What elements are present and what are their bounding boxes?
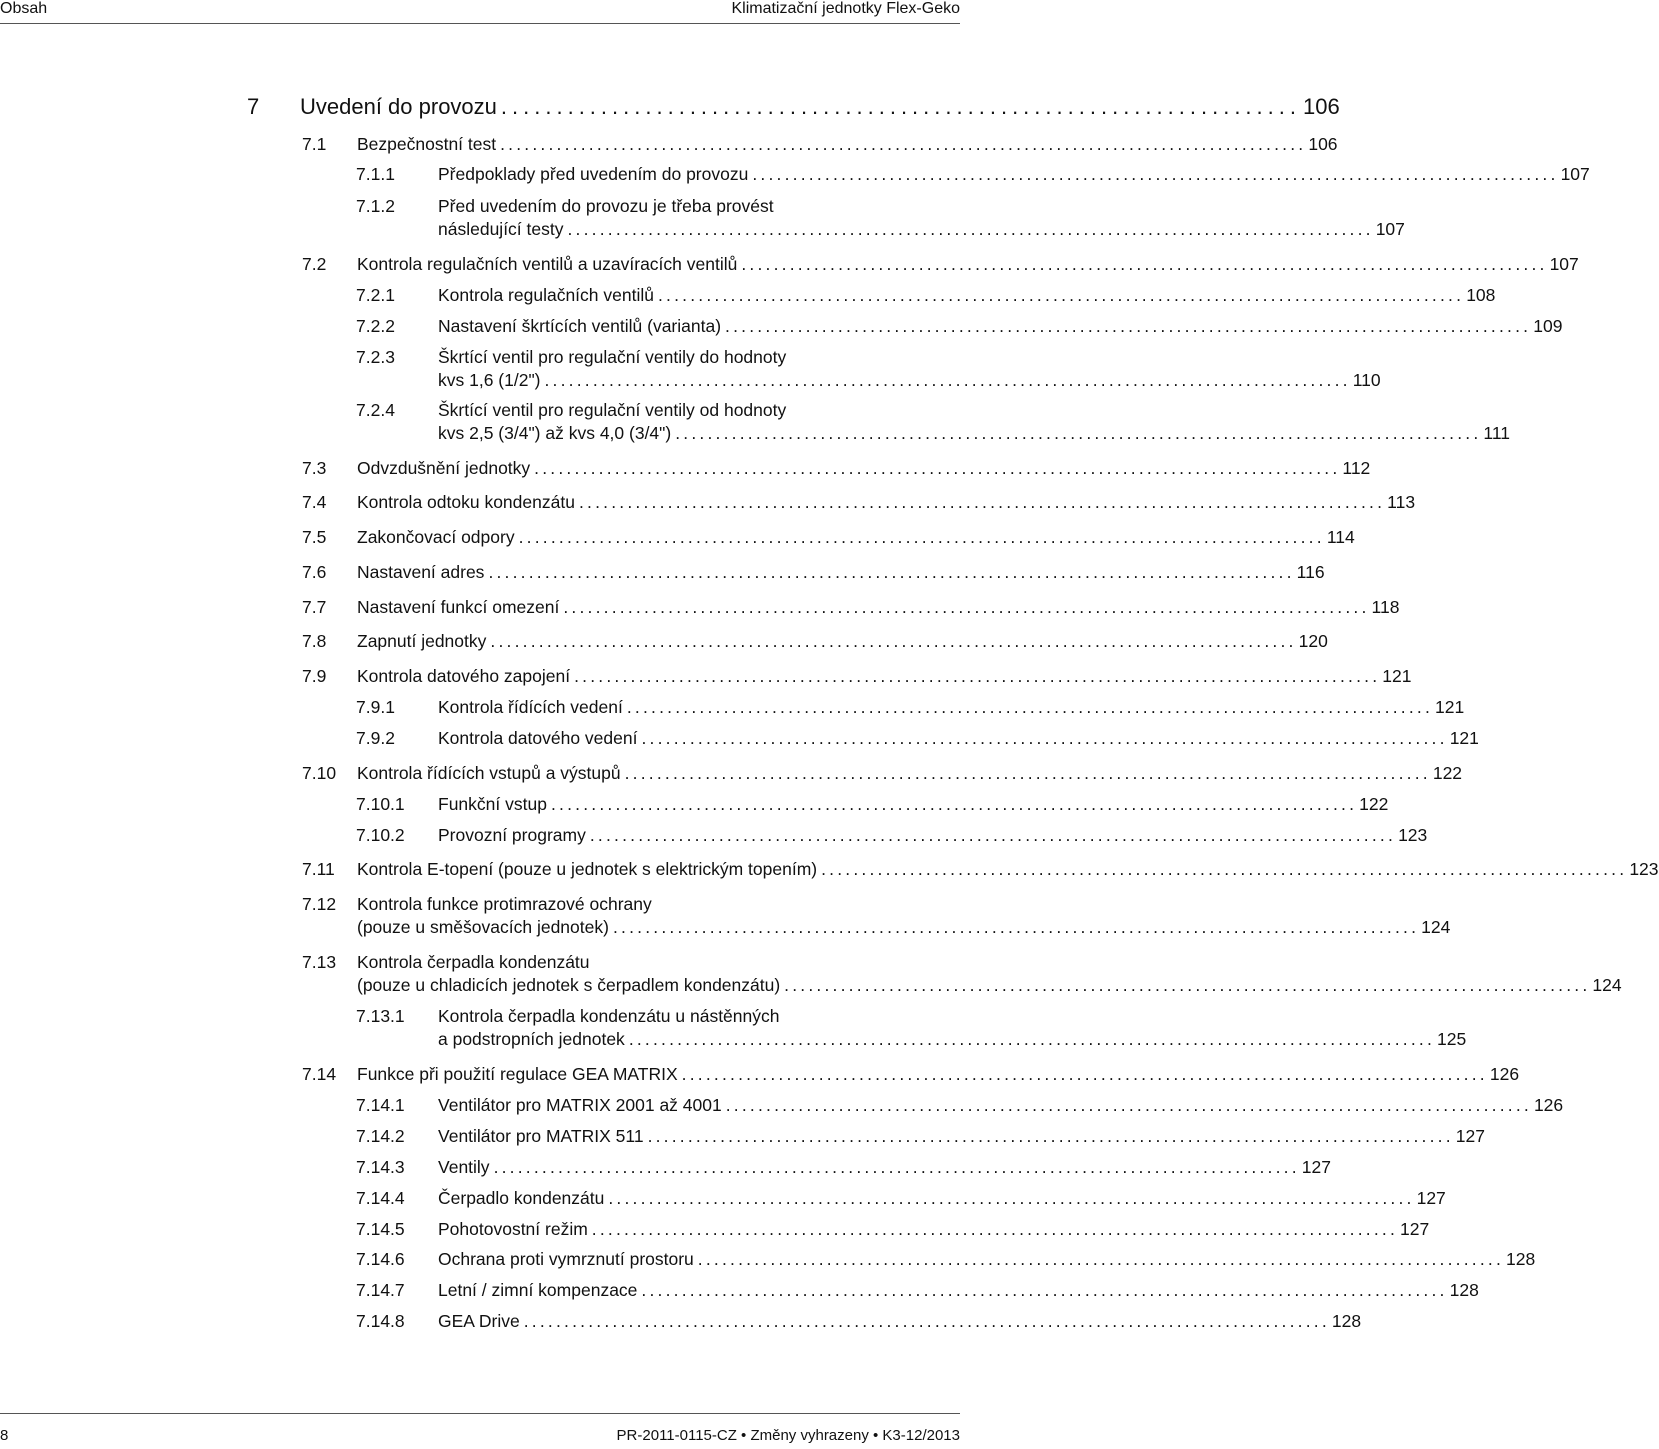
toc-num: 7.10 <box>302 763 337 783</box>
toc-entry[interactable] <box>302 253 1579 276</box>
toc-num: 7.14.5 <box>356 1219 405 1239</box>
footer-doc-info: PR-2011-0115-CZ • Změny vyhrazeny • K3-12/2013 <box>616 1427 960 1444</box>
toc-title: Kontrola regulačních ventilů a uzavíracích ventilů <box>357 254 738 274</box>
toc-leader: .................................................................................................... <box>681 1064 1488 1084</box>
toc-page: 125 <box>1437 1029 1467 1049</box>
toc-entry[interactable] <box>302 951 1622 997</box>
toc-leader: .................................................................................................... <box>534 458 1341 478</box>
toc-line <box>357 133 1338 156</box>
page-header <box>0 0 960 24</box>
toc-num: 7.1.2 <box>356 196 395 216</box>
toc-line <box>357 491 1416 514</box>
toc-page: 128 <box>1506 1249 1536 1269</box>
toc-chapter[interactable] <box>247 93 1340 121</box>
toc-title: Nastavení funkcí omezení <box>357 597 560 617</box>
toc-title: Funkce při použití regulace GEA MATRIX <box>357 1064 678 1084</box>
toc-title: Kontrola datového zapojení <box>357 666 571 686</box>
toc-num: 7.7 <box>302 597 327 617</box>
toc-leader: .................................................................................................... <box>821 859 1628 879</box>
toc-line <box>438 1094 1564 1117</box>
toc-leader: .................................................................................................... <box>490 631 1297 651</box>
toc-num: 7.14 <box>302 1064 337 1084</box>
toc-page: 126 <box>1489 1064 1520 1084</box>
toc-page: 120 <box>1298 631 1328 651</box>
toc-line <box>357 253 1579 276</box>
toc-entry[interactable] <box>356 1094 1564 1117</box>
toc-leader: .................................................................................................... <box>697 1249 1505 1269</box>
toc-num: 7.13 <box>302 952 337 972</box>
toc-entry[interactable] <box>356 1248 1536 1271</box>
toc-line <box>438 1310 1362 1333</box>
toc-leader: .................................................................................................... <box>563 597 1370 617</box>
header-rule <box>0 23 960 24</box>
page-footer <box>0 1413 960 1449</box>
toc-page: 121 <box>1382 666 1412 686</box>
toc-num: 7.9.1 <box>356 697 395 717</box>
toc-page: 108 <box>1466 285 1496 305</box>
toc-title: (pouze u chladicích jednotek s čerpadlem kondenzátu) <box>357 975 781 995</box>
toc-line <box>438 218 1405 241</box>
toc-entry[interactable] <box>356 346 1381 392</box>
toc-title: kvs 2,5 (3/4") až kvs 4,0 (3/4") <box>438 423 672 443</box>
toc-num: 7.14.7 <box>356 1280 405 1300</box>
toc-line <box>438 727 1479 750</box>
toc-title-line1: Kontrola čerpadla kondenzátu u nástěnných <box>438 1006 780 1026</box>
toc-title: kvs 1,6 (1/2") <box>438 370 541 390</box>
toc-line <box>438 1187 1446 1210</box>
toc-title: Kontrola odtoku kondenzátu <box>357 492 575 512</box>
toc-num: 7.2.4 <box>356 400 395 420</box>
toc-line <box>357 561 1325 584</box>
toc-title: Ventilátor pro MATRIX 511 <box>438 1126 644 1146</box>
toc-leader: .................................................................................................... <box>641 1280 1448 1300</box>
toc-title: Letní / zimní kompenzace <box>438 1280 638 1300</box>
toc-leader: .................................................................................................... <box>578 492 1386 512</box>
toc-title-line1: Kontrola funkce protimrazové ochrany <box>357 894 652 914</box>
toc-num: 7.5 <box>302 527 327 547</box>
toc-title: Ventilátor pro MATRIX 2001 až 4001 <box>438 1095 722 1115</box>
header-product: Klimatizační jednotky Flex-Geko <box>731 0 960 17</box>
toc-leader: .................................................................................................... <box>641 728 1448 748</box>
toc-entry[interactable] <box>356 1187 1446 1210</box>
toc-page: 111 <box>1483 423 1511 443</box>
toc-entry[interactable] <box>356 793 1389 816</box>
toc-title: (pouze u směšovacích jednotek) <box>357 917 609 937</box>
toc-line <box>357 630 1328 653</box>
toc-title: Uvedení do provozu <box>300 94 497 119</box>
toc-num: 7.9 <box>302 666 327 686</box>
toc-title-line1: Škrtící ventil pro regulační ventily do hodnoty <box>438 347 787 367</box>
toc-leader: .................................................................................................... <box>589 825 1397 845</box>
toc-leader: .................................................................................................... <box>725 1095 1532 1115</box>
toc-title: Čerpadlo kondenzátu <box>438 1188 605 1208</box>
toc-page: 106 <box>1308 134 1338 154</box>
toc-line <box>438 1218 1430 1241</box>
toc-line <box>438 422 1511 445</box>
toc-num: 7.2.1 <box>356 285 395 305</box>
toc-entry[interactable] <box>356 1005 1467 1051</box>
toc-entry[interactable] <box>356 1156 1331 1179</box>
toc-num: 7.14.8 <box>356 1311 405 1331</box>
toc-leader: .................................................................................................... <box>624 763 1431 783</box>
toc-line <box>438 1125 1485 1148</box>
toc-page: 121 <box>1449 728 1479 748</box>
toc-page: 122 <box>1359 794 1389 814</box>
toc-line <box>357 762 1463 785</box>
toc-leader: .................................................................................................... <box>567 219 1374 239</box>
toc-entry[interactable] <box>302 762 1463 785</box>
toc-title: Odvzdušnění jednotky <box>357 458 531 478</box>
toc-num: 7.8 <box>302 631 327 651</box>
toc-num: 7.1.1 <box>356 164 395 184</box>
toc-entry[interactable] <box>356 284 1496 307</box>
toc-entry[interactable] <box>302 526 1355 549</box>
toc-leader: .................................................................................................... <box>550 794 1358 814</box>
toc-page: 114 <box>1326 527 1355 547</box>
toc-title: Kontrola datového vedení <box>438 728 638 748</box>
toc-page: 121 <box>1435 697 1465 717</box>
toc-title: a podstropních jednotek <box>438 1029 625 1049</box>
toc-line <box>438 1248 1536 1271</box>
toc-page: 124 <box>1592 975 1622 995</box>
toc-entry[interactable] <box>356 399 1511 445</box>
toc-title: Pohotovostní režim <box>438 1219 588 1239</box>
toc-title: Nastavení škrtících ventilů (varianta) <box>438 316 722 336</box>
toc-num: 7.14.3 <box>356 1157 405 1177</box>
toc-line <box>438 696 1465 719</box>
toc-entry[interactable] <box>356 163 1590 186</box>
toc-title-line1: Škrtící ventil pro regulační ventily od hodnoty <box>438 400 787 420</box>
toc-entry[interactable] <box>356 824 1428 847</box>
toc-leader: .................................................................................................... <box>675 423 1482 443</box>
toc-leader: .................................................................................................... <box>612 917 1420 937</box>
toc-page: 106 <box>1303 94 1340 119</box>
toc-num: 7.2 <box>302 254 327 274</box>
toc-line <box>438 1028 1467 1051</box>
toc-line <box>438 1156 1331 1179</box>
toc-leader: .................................................................................................... <box>493 1157 1300 1177</box>
toc-num: 7.14.4 <box>356 1188 405 1208</box>
toc-leader: .................................................................................................... <box>784 975 1591 995</box>
toc-leader: .................................................................................................... <box>752 164 1559 184</box>
toc-title: Funkční vstup <box>438 794 547 814</box>
toc-title: Kontrola řídících vstupů a výstupů <box>357 763 621 783</box>
toc-entry[interactable] <box>302 630 1328 653</box>
toc-leader: .................................................................................................... <box>500 134 1307 154</box>
toc-entry[interactable] <box>302 858 1659 881</box>
toc-page: 107 <box>1549 254 1579 274</box>
toc-page: 128 <box>1331 1311 1362 1331</box>
toc-entry[interactable] <box>356 1310 1362 1333</box>
toc-entry[interactable] <box>302 665 1412 688</box>
toc-page: 127 <box>1400 1219 1430 1239</box>
toc-page: 116 <box>1296 562 1325 582</box>
toc-title: Ventily <box>438 1157 490 1177</box>
toc-title: Provozní programy <box>438 825 586 845</box>
toc-line <box>438 1279 1479 1302</box>
toc-leader: .................................................................................................... <box>725 316 1532 336</box>
toc-leader: .................................................................................................... <box>626 697 1434 717</box>
toc-title: Zapnutí jednotky <box>357 631 487 651</box>
toc-leader: .................................................................................................... <box>608 1188 1415 1208</box>
toc-num: 7.14.1 <box>356 1095 405 1115</box>
toc-num: 7.10.2 <box>356 825 405 845</box>
toc-leader: .................................................................................................... <box>488 562 1295 582</box>
toc-page: 127 <box>1416 1188 1446 1208</box>
toc-leader: .................................................................................................... <box>628 1029 1436 1049</box>
toc-num: 7.4 <box>302 492 327 512</box>
toc-num: 7.3 <box>302 458 327 478</box>
toc-line <box>438 369 1381 392</box>
toc-page: 122 <box>1432 763 1463 783</box>
toc-line <box>438 793 1389 816</box>
toc-leader: .................................................................................................... <box>741 254 1548 274</box>
toc-title: GEA Drive <box>438 1311 520 1331</box>
toc-page: 123 <box>1629 859 1659 879</box>
toc-entry[interactable] <box>302 491 1416 514</box>
toc-entry[interactable] <box>356 696 1465 719</box>
toc-entry[interactable] <box>356 315 1563 338</box>
toc-entry[interactable] <box>302 1063 1520 1086</box>
toc-line <box>438 284 1496 307</box>
toc-num: 7.11 <box>302 859 335 879</box>
toc-num: 7.2.3 <box>356 347 395 367</box>
toc-page: 107 <box>1560 164 1590 184</box>
toc-line <box>357 596 1400 619</box>
toc-num: 7.14.2 <box>356 1126 405 1146</box>
toc-line <box>357 974 1622 997</box>
toc-leader: .................................................................................................... <box>523 1311 1330 1331</box>
toc-entry[interactable] <box>302 893 1451 939</box>
toc-title: Kontrola řídících vedení <box>438 697 623 717</box>
toc-line <box>438 163 1590 186</box>
header-section: Obsah <box>0 0 48 17</box>
footer-page-number: 8 <box>0 1427 9 1444</box>
toc-entry[interactable] <box>302 133 1338 156</box>
toc-page: 107 <box>1375 219 1405 239</box>
toc-page: 126 <box>1533 1095 1564 1115</box>
toc-title: Nastavení adres <box>357 562 485 582</box>
toc-page: 127 <box>1455 1126 1485 1146</box>
toc-entry[interactable] <box>302 457 1371 480</box>
toc-num: 7 <box>247 94 260 119</box>
toc-leader: ........................................................................ <box>500 94 1301 119</box>
toc-page: 109 <box>1533 316 1563 336</box>
toc-line <box>357 1063 1520 1086</box>
toc-entry[interactable] <box>356 1279 1479 1302</box>
toc-line <box>357 457 1371 480</box>
toc-entry[interactable] <box>302 561 1325 584</box>
toc-num: 7.2.2 <box>356 316 395 336</box>
toc-page: 127 <box>1301 1157 1331 1177</box>
toc-leader: .................................................................................................... <box>518 527 1325 547</box>
toc-line <box>300 93 1340 121</box>
toc-page: 118 <box>1371 597 1400 617</box>
toc-num: 7.12 <box>302 894 337 914</box>
toc-num: 7.1 <box>302 134 327 154</box>
toc-num: 7.6 <box>302 562 327 582</box>
toc-page: 112 <box>1342 458 1371 478</box>
toc-page: 110 <box>1352 370 1381 390</box>
toc-entry[interactable] <box>356 727 1479 750</box>
toc-leader: .................................................................................................... <box>647 1126 1454 1146</box>
toc-title: Kontrola regulačních ventilů <box>438 285 654 305</box>
toc-page: 128 <box>1449 1280 1479 1300</box>
toc-entry[interactable] <box>356 195 1405 241</box>
toc-line <box>357 858 1659 881</box>
toc-title: Zakončovací odpory <box>357 527 515 547</box>
toc-title-line1: Kontrola čerpadla kondenzátu <box>357 952 590 972</box>
toc-num: 7.14.6 <box>356 1249 405 1269</box>
toc-num: 7.10.1 <box>356 794 405 814</box>
toc-leader: .................................................................................................... <box>657 285 1465 305</box>
toc-title: Kontrola E-topení (pouze u jednotek s elektrickým topením) <box>357 859 818 879</box>
toc-line <box>357 916 1451 939</box>
toc-title-line1: Před uvedením do provozu je třeba provést <box>438 196 774 216</box>
toc-line <box>438 315 1563 338</box>
toc-page: 113 <box>1387 492 1416 512</box>
toc-leader: .................................................................................................... <box>574 666 1381 686</box>
toc-title: Předpoklady před uvedením do provozu <box>438 164 749 184</box>
toc-title: následující testy <box>438 219 564 239</box>
toc-num: 7.9.2 <box>356 728 395 748</box>
toc-title: Bezpečnostní test <box>357 134 497 154</box>
toc-leader: .................................................................................................... <box>591 1219 1399 1239</box>
toc-entry[interactable] <box>302 596 1400 619</box>
toc-entry[interactable] <box>356 1218 1430 1241</box>
toc-leader: .................................................................................................... <box>544 370 1351 390</box>
footer-rule <box>0 1413 960 1414</box>
toc-line <box>438 824 1428 847</box>
toc-page: 124 <box>1421 917 1451 937</box>
toc-num: 7.13.1 <box>356 1006 405 1026</box>
toc-line <box>357 665 1412 688</box>
toc-line <box>357 526 1355 549</box>
toc-title: Ochrana proti vymrznutí prostoru <box>438 1249 694 1269</box>
toc-entry[interactable] <box>356 1125 1485 1148</box>
toc-page: 123 <box>1398 825 1428 845</box>
